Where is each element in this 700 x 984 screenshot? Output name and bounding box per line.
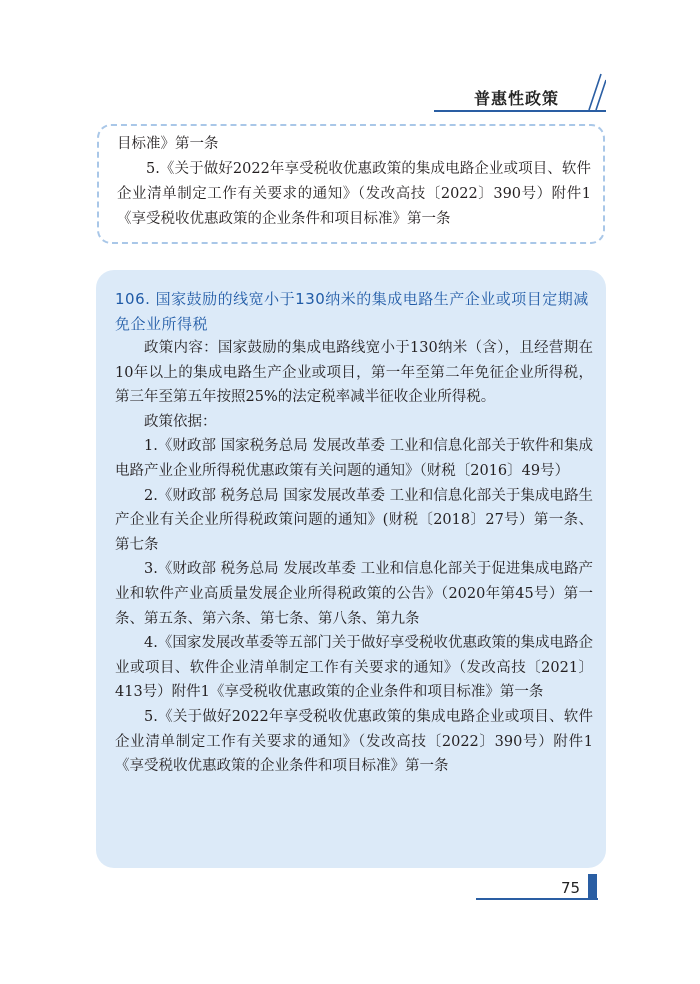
policy-basis-item: 1.《财政部 国家税务总局 发展改革委 工业和信息化部关于软件和集成电路产业企业所得税优惠政策有关问题的通知》（财税〔2016〕49号） (115, 438, 593, 479)
running-header (434, 76, 600, 112)
continued-basis-line: 目标准》第一条 (117, 136, 219, 152)
policy-title: 106. 国家鼓励的线宽小于130纳米的集成电路生产企业或项目定期减免企业所得税 (115, 290, 589, 333)
continued-basis-line: 5.《关于做好2022年享受税收优惠政策的集成电路企业或项目、软件企业清单制定工作有关要求的通知》（发改高技〔2022〕390号）附件1《享受税收优惠政策的企业条件和项目标准》第一条 (117, 161, 591, 227)
double-slash-icon (576, 72, 606, 112)
footer-bar (588, 874, 597, 900)
footer-rule (476, 898, 598, 900)
policy-basis-heading: 政策依据： (144, 413, 217, 430)
policy-basis-item: 2.《财政部 税务总局 国家发展改革委 工业和信息化部关于集成电路生产企业有关企业所得税政策问题的通知》(财税〔2018〕27号）第一条、第七条 (115, 487, 593, 553)
policy-body (115, 336, 593, 779)
policy-basis-item: 3.《财政部 税务总局 发展改革委 工业和信息化部关于促进集成电路产业和软件产业高质量发展企业所得税政策的公告》（2020年第45号）第一条、第五条、第六条、第七条、第八条、第九条 (115, 561, 593, 627)
policy-basis-item: 4.《国家发展改革委等五部门关于做好享受税收优惠政策的集成电路企业或项目、软件企业清单制定工作有关要求的通知》（发改高技〔2021〕413号）附件1《享受税收优惠政策的企业条件和项目标准》第一条 (115, 635, 593, 701)
section-title: 普惠性政策 (474, 89, 560, 108)
page-number: 75 (561, 879, 581, 897)
policy-basis-item: 5.《关于做好2022年享受税收优惠政策的集成电路企业或项目、软件企业清单制定工作有关要求的通知》（发改高技〔2022〕390号）附件1《享受税收优惠政策的企业条件和项目标准》第一条 (115, 708, 593, 775)
continued-basis-text (117, 132, 591, 232)
policy-content: 政策内容：国家鼓励的集成电路线宽小于130纳米（含），且经营期在10年以上的集成电路生产企业或项目，第一年至第二年免征企业所得税，第三年至第五年按照25%的法定税率减半征收企业所得税。 (115, 340, 593, 406)
